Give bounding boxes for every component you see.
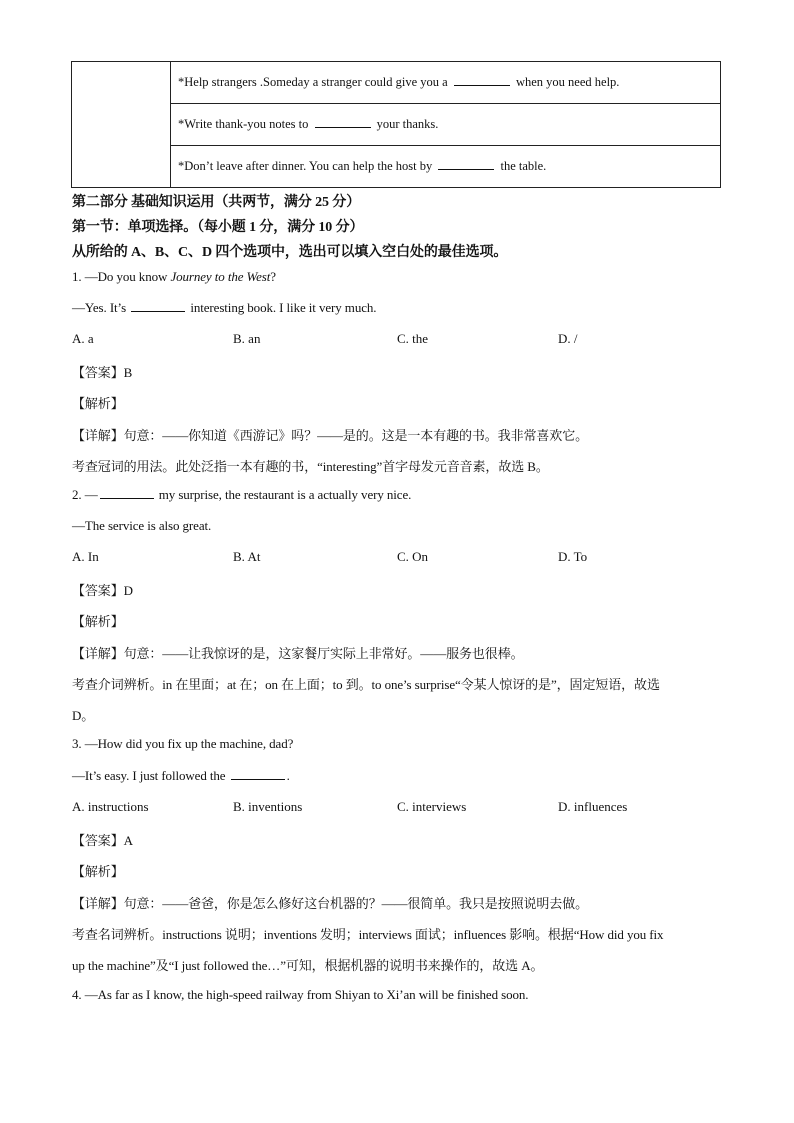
question-text: 1. —Do you know <box>72 269 171 284</box>
explanation-text: up the machine”及“I just followed the…”可知，根据机器的说明书来操作的，故选 A。 <box>72 958 544 973</box>
question-text: 2. — <box>72 487 98 502</box>
explanation-text: 考查名词辨析。instructions 说明；inventions 发明；interviews 面试；influences 影响。根据“How did you fix <box>72 927 664 942</box>
row-text-before: *Don’t leave after dinner. You can help the host by <box>178 159 436 173</box>
option-b[interactable]: B. At <box>233 549 261 564</box>
detail-text: 【详解】句意：——爸爸，你是怎么修好这台机器的？——很简单。我只是按照说明去做。 <box>72 896 589 911</box>
row-text-before: *Help strangers .Someday a stranger could give you a <box>178 75 451 89</box>
question-1-reply <box>72 300 376 316</box>
answer-label: 【答案】 <box>72 365 124 380</box>
option-d[interactable]: D. influences <box>558 799 628 814</box>
option-d[interactable]: D. / <box>558 331 578 346</box>
option-a[interactable]: A. In <box>72 549 99 564</box>
question-2-reply: —The service is also great. <box>72 518 212 533</box>
answer-blank <box>454 84 510 86</box>
detail-text: 【详解】句意：——你知道《西游记》吗？——是的。这是一本有趣的书。我非常喜欢它。 <box>72 428 589 443</box>
table-cell <box>171 146 721 188</box>
analysis-label: 【解析】 <box>72 396 124 411</box>
section-subtitle: 第一节：单项选择。（每小题 1 分，满分 10 分） <box>72 220 364 235</box>
question-3: 3. —How did you fix up the machine, dad? <box>72 736 294 751</box>
explanation-text: 考查冠词的用法。此处泛指一本有趣的书，“interesting”首字母发元音音素，故选 B。 <box>72 459 549 474</box>
option-b[interactable]: B. inventions <box>233 799 303 814</box>
explanation-text: 考查介词辨析。in 在里面；at 在；on 在上面；to 到。to one’s surprise“令某人惊讶的是”，固定短语，故选 <box>72 677 660 692</box>
table-empty-cell <box>72 62 171 188</box>
answer-blank <box>100 497 154 499</box>
option-a[interactable]: A. instructions <box>72 799 149 814</box>
option-a[interactable]: A. a <box>72 331 94 346</box>
part-title: 第二部分 基础知识运用（共两节，满分 25 分） <box>72 195 361 210</box>
answer-line <box>72 830 133 849</box>
tips-table <box>71 61 721 188</box>
question-4: 4. —As far as I know, the high-speed railway from Shiyan to Xi’an will be finished soon. <box>72 987 529 1002</box>
analysis-label: 【解析】 <box>72 864 124 879</box>
table-row <box>72 62 721 104</box>
answer-blank <box>315 126 371 128</box>
question-2 <box>72 487 411 503</box>
answer-blank <box>438 168 494 170</box>
answer-label: 【答案】 <box>72 833 124 848</box>
answer-blank <box>231 778 285 780</box>
answer-label: 【答案】 <box>72 583 124 598</box>
answer-value: B <box>123 365 133 380</box>
reply-text: interesting book. I like it very much. <box>187 300 377 315</box>
answer-line <box>72 362 132 381</box>
section-instruction: 从所给的 A、B、C、D 四个选项中，选出可以填入空白处的最佳选项。 <box>72 245 508 260</box>
answer-blank <box>131 310 185 312</box>
row-text-after: when you need help. <box>512 75 620 89</box>
answer-line <box>72 580 133 599</box>
option-b[interactable]: B. an <box>233 331 261 346</box>
analysis-label: 【解析】 <box>72 614 124 629</box>
question-text: ? <box>270 269 276 284</box>
question-text: my surprise, the restaurant is a actually very nice. <box>155 487 412 502</box>
reply-text: —It’s easy. I just followed the <box>72 768 229 783</box>
explanation-text: D。 <box>72 708 95 723</box>
option-c[interactable]: C. the <box>397 331 429 346</box>
book-title: Journey to the West <box>170 269 271 284</box>
reply-text: . <box>286 768 290 783</box>
detail-text: 【详解】句意：——让我惊讶的是，这家餐厅实际上非常好。——服务也很棒。 <box>72 646 524 661</box>
question-1 <box>72 269 276 285</box>
row-text-after: your thanks. <box>373 117 439 131</box>
option-c[interactable]: C. interviews <box>397 799 467 814</box>
row-text-after: the table. <box>497 159 547 173</box>
option-c[interactable]: C. On <box>397 549 429 564</box>
answer-value: A <box>123 833 133 848</box>
option-d[interactable]: D. To <box>558 549 588 564</box>
question-3-reply <box>72 768 290 784</box>
answer-value: D <box>123 583 133 598</box>
row-text-before: *Write thank-you notes to <box>178 117 312 131</box>
table-cell <box>171 104 721 146</box>
reply-text: —Yes. It’s <box>72 300 130 315</box>
table-cell <box>171 62 721 104</box>
